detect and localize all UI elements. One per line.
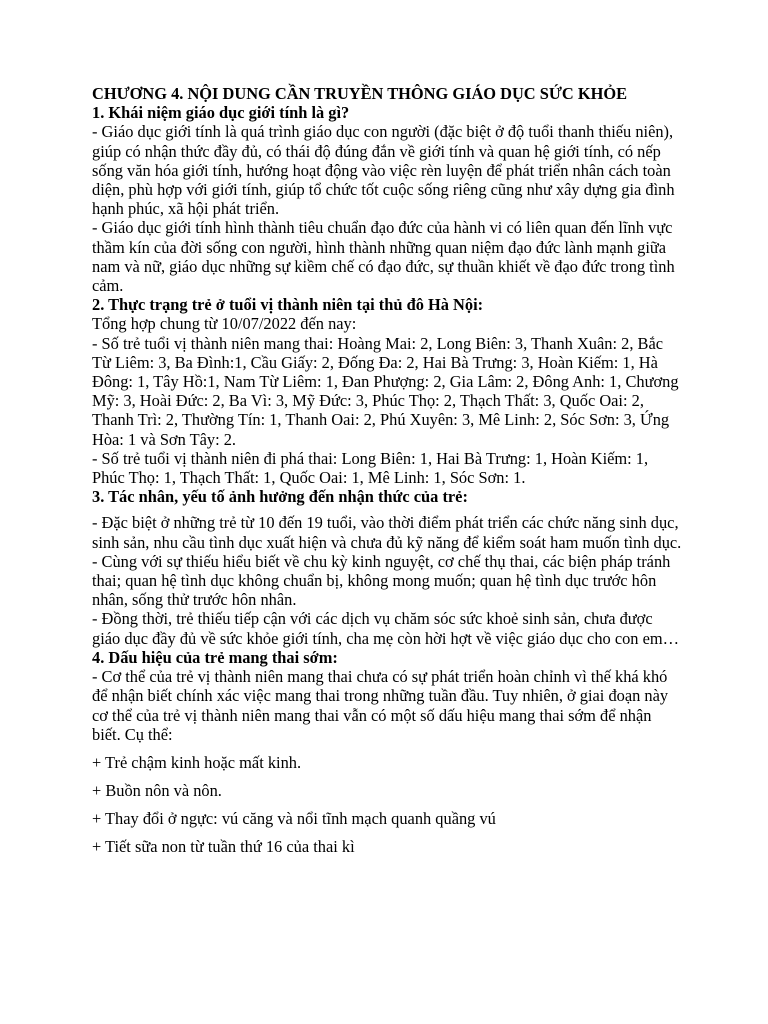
section-2-abortion-counts: - Số trẻ tuổi vị thành niên đi phá thai: Long Biên: 1, Hai Bà Trưng: 1, Hoàn Kiếm: 1, Phúc Thọ: 1, Thạch Thất: 1, Quốc Oai: 1, Mê Linh: 1, Sóc Sơn: 1. <box>92 448 649 488</box>
section-3-paragraph-1: - Đặc biệt ở những trẻ từ 10 đến 19 tuổi, vào thời điểm phát triển các chức năng sinh dục, sinh sản, nhu cầu tình dục xuất hiện và chưa đủ kỹ năng để kiểm soát ham muốn tình dục. <box>92 513 682 552</box>
section-4-bullet-3: + Thay đổi ở ngực: vú căng và nổi tĩnh mạch quanh quầng vú <box>92 808 496 828</box>
section-4-bullet-4: + Tiết sữa non từ tuần thứ 16 của thai kì <box>92 836 355 856</box>
spacer <box>92 506 682 513</box>
section-2-summary: Tổng hợp chung từ 10/07/2022 đến nay: <box>92 314 357 334</box>
section-4-paragraph-1: - Cơ thể của trẻ vị thành niên mang thai chưa có sự phát triển hoàn chỉnh vì thế khá khó để nhận biết chính xác việc mang thai trong những tuần đầu. Tuy nhiên, ở giai đoạn này cơ thể của trẻ vị thành niên mang thai vẫn có một số dấu hiệu mang thai sớm để nhận biết. Cụ thể: <box>92 667 669 744</box>
section-1-paragraph-2: - Giáo dục giới tính hình thành tiêu chuẩn đạo đức của hành vi có liên quan đến lĩnh vực thầm kín của đời sống con người, hình thành những quan niệm đạo đức lành mạnh giữa nam và nữ, giáo dục những sự kiềm chế có đạo đức, sự thuần khiết về đạo đức trong tình cảm. <box>92 218 675 296</box>
section-2-pregnancy-counts: - Số trẻ tuổi vị thành niên mang thai: Hoàng Mai: 2, Long Biên: 3, Thanh Xuân: 2, Bắc Từ Liêm: 3, Ba Đình:1, Cầu Giấy: 2, Đống Đa: 2, Hai Bà Trưng: 3, Hoàn Kiếm: 1, Hà Đông: 1, Tây Hồ:1, Nam Từ Liêm: 1, Đan Phượng: 2, Gia Lâm: 2, Đông Anh: 1, Chương Mỹ: 3, Hoài Đức: 2, Ba Vì: 3, Mỹ Đức: 3, Phúc Thọ: 2, Thạch Thất: 3, Quốc Oai: 2, Thanh Trì: 2, Thường Tín: 1, Thanh Oai: 2, Phú Xuyên: 3, Mê Linh: 2, Sóc Sơn: 3, Ứng Hòa: 1 và Sơn Tây: 2. <box>92 333 679 449</box>
section-4-heading: 4. Dấu hiệu của trẻ mang thai sớm: <box>92 647 338 667</box>
document-title: CHƯƠNG 4. NỘI DUNG CẦN TRUYỀN THÔNG GIÁO DỤC SỨC KHỎE <box>92 84 628 103</box>
section-3-paragraph-2: - Cùng với sự thiếu hiểu biết về chu kỳ kinh nguyệt, cơ chế thụ thai, các biện pháp tránh thai; quan hệ tình dục không chuẩn bị, không mong muốn; quan hệ tình dục trước hôn nhân, sống thử trước hôn nhân. <box>92 551 671 610</box>
section-3-paragraph-3: - Đồng thời, trẻ thiếu tiếp cận với các dịch vụ chăm sóc sức khoẻ sinh sản, chưa được giáo dục đầy đủ về sức khỏe giới tính, cha mẹ còn hời hợt về việc giáo dục cho con em… <box>92 609 679 648</box>
section-4-bullet-1: + Trẻ chậm kinh hoặc mất kinh. <box>92 752 302 772</box>
section-1-heading: 1. Khái niệm giáo dục giới tính là gì? <box>92 103 350 123</box>
section-1-paragraph-1: - Giáo dục giới tính là quá trình giáo dục con người (đặc biệt ở độ tuổi thanh thiếu niên), giúp có nhận thức đầy đủ, có thái độ đúng đắn về giới tính và quan hệ giới tính, có nếp sống văn hóa giới tính, hướng hoạt động vào việc rèn luyện để phát triển nhân cách toàn diện, phù hợp với giới tính, giúp tổ chức tốt cuộc sống riêng cũng như xây dựng gia đình hạnh phúc, xã hội phát triển. <box>92 122 675 219</box>
section-2-heading: 2. Thực trạng trẻ ở tuổi vị thành niên tại thủ đô Hà Nội: <box>92 295 484 315</box>
section-3-heading: 3. Tác nhân, yếu tố ảnh hưởng đến nhận thức của trẻ: <box>92 487 468 507</box>
document-page <box>92 84 682 865</box>
section-4-bullet-2: + Buồn nôn và nôn. <box>92 780 222 800</box>
